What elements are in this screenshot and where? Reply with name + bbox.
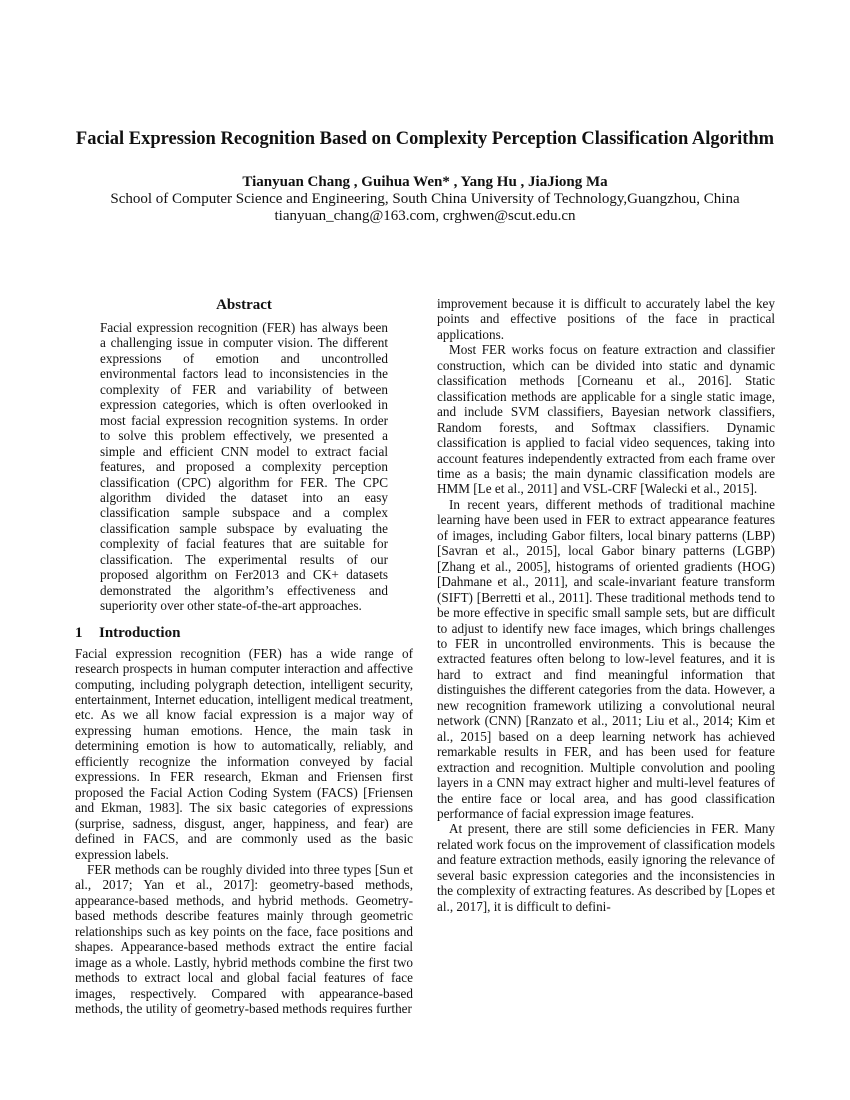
title-block (60, 130, 790, 225)
intro-paragraph-5: At present, there are still some deficiencies in FER. Many related work focus on the improvement of classification models and feature extraction methods, easily ignoring the relevance of several basic expression categories and the inconsistencies in the complexity of extracting features. As described by [Lopes et al., 2017], it is difficult to defini- (437, 821, 775, 914)
section-title: Introduction (99, 624, 181, 641)
intro-paragraph-1: Facial expression recognition (FER) has a wide range of research prospects in human computer interaction and affective computing, including polygraph detection, intelligent security, entertainment, Internet education, intelligent medical treatment, etc. As we all know facial expression is a major way of expressing human emotions. Hence, the main task in determining emotion is how to automatically, reliably, and efficiently recognize the information conveyed by facial expressions. In FER research, Ekman and Friensen first proposed the Facial Action Coding System (FACS) [Friensen and Ekman, 1983]. The six basic categories of expressions (surprise, sadness, disgust, anger, happiness, and fear) are defined in FACS, and are commonly used as the basic expression labels. (75, 645, 413, 862)
right-column (437, 296, 775, 914)
intro-paragraph-4: In recent years, different methods of traditional machine learning have been used in FER to extract appearance features of images, including Gabor filters, local binary patterns (LBP) [Savran et al., 2015], local Gabor binary patterns (LGBP) [Zhang et al., 2005], histograms of oriented gradients (HOG) [Dahmane et al., 2011], and scale-invariant feature transform (SIFT) [Berretti et al., 2011]. These traditional methods tend to be more effective in specific small sample sets, but are difficult to adjust to identify new face images, which brings challenges to FER in uncontrolled environments. This is because the extracted features often belong to low-level features, and it is hard to extract and find meaningful information that distinguishes the different categories from the data. However, a new recognition framework utilizing a convolutional neural network (CNN) [Ranzato et al., 2011; Liu et al., 2014; Kim et al., 2015] based on a deep learning network has achieved remarkable results in FER, and has been used for feature extraction and recognition. Multiple convolution and pooling layers in a CNN may extract higher and multi-level features of the entire face or local area, and has good classification performance of facial expression image features. (437, 496, 775, 821)
section-heading-introduction (75, 624, 413, 642)
left-column (75, 296, 413, 1016)
intro-paragraph-2: FER methods can be roughly divided into three types [Sun et al., 2017; Yan et al., 2017]: geometry-based methods, appearance-based methods, and hybrid methods. Geometry-based methods describe features mainly through geometric relationships such as key points on the face, face positions and shapes. Appearance-based methods extract the entire facial image as a whole. Lastly, hybrid methods combine the first two methods to extract local and global facial features of face images, respectively. Compared with appearance-based methods, the utility of geometry-based methods requires further (75, 861, 413, 1017)
intro-paragraph-2-continued: improvement because it is difficult to accurately label the key points and effective positions of the face in practical applications. (437, 296, 775, 342)
abstract-heading: Abstract (216, 297, 272, 313)
author-list: Tianyuan Chang , Guihua Wen* , Yang Hu , JiaJiong Ma (242, 174, 608, 190)
paper-title: Facial Expression Recognition Based on Complexity Perception Classification Algorithm (75, 129, 775, 149)
author-emails: tianyuan_chang@163.com, crghwen@scut.edu.cn (274, 208, 576, 224)
abstract-text: Facial expression recognition (FER) has always been a challenging issue in computer vision. The different expressions of emotion and uncontrolled environmental factors lead to inconsistencies in the complexity of FER and variability of between expression categories, which is often overlooked in most facial expression recognition systems. In order to solve this problem effectively, we presented a simple and efficient CNN model to extract facial features, and proposed a complexity perception classification (CPC) algorithm for FER. The CPC algorithm divided the dataset into an easy classification sample subspace and a complex classification sample subspace by evaluating the complexity of facial features that are suitable for classification. The experimental results of our proposed algorithm on Fer2013 and CK+ datasets demonstrated the algorithm’s effectiveness and superiority over other state-of-the-art approaches. (100, 320, 388, 614)
intro-paragraph-3: Most FER works focus on feature extraction and classifier construction, which can be divided into static and dynamic classification methods [Corneanu et al., 2016]. Static classification methods are applicable for a single static image, and include SVM classifiers, Bayesian network classifiers, Random forests, and Softmax classifiers. Dynamic classification is applied to facial video sequences, taking into account features independently extracted from each frame over time as a basis; the main dynamic classification models are HMM [Le et al., 2011] and VSL-CRF [Walecki et al., 2015]. (437, 342, 775, 497)
affiliation: School of Computer Science and Engineering, South China University of Technology,Guangzhou, China (110, 191, 740, 207)
section-number: 1 (75, 624, 83, 641)
